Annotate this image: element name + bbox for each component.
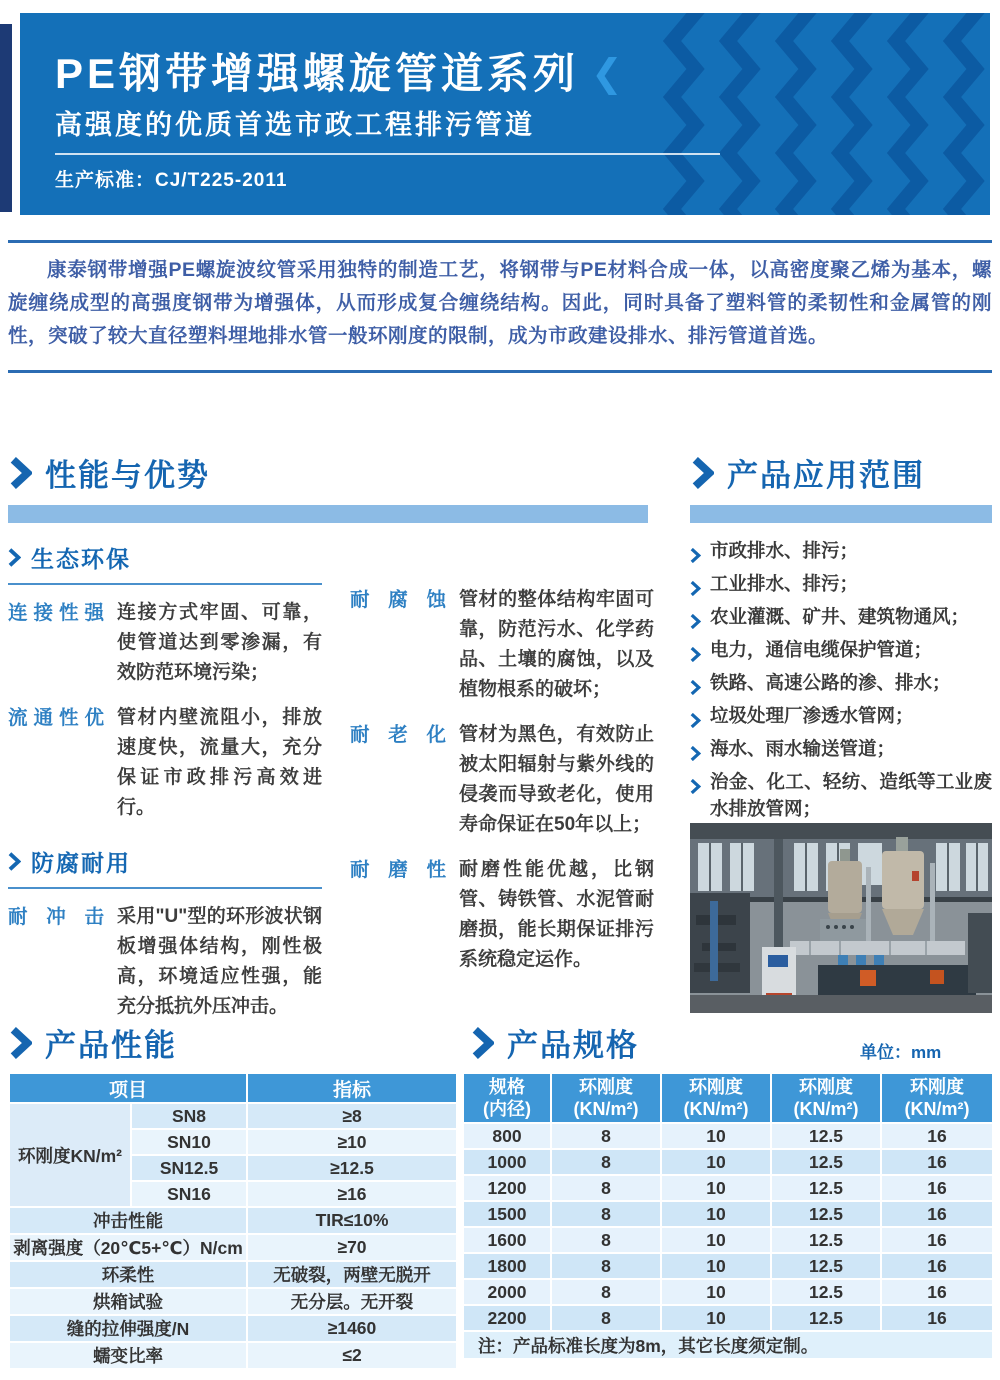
cell: 8: [551, 1201, 661, 1227]
cell: 12.5: [771, 1227, 881, 1253]
header-line: 环刚度: [799, 1077, 853, 1097]
cell: 10: [661, 1253, 771, 1279]
chevron-icon: [690, 746, 701, 761]
section-title: 产品性能: [45, 1028, 177, 1063]
application-text: 铁路、高速公路的渗、排水；: [710, 672, 951, 693]
cell: 10: [661, 1305, 771, 1331]
feature-label: 连接性强: [8, 602, 104, 624]
cell: 12.5: [771, 1149, 881, 1175]
chevron-icon: [10, 1027, 32, 1059]
cell: 800: [463, 1123, 551, 1149]
table-row: [463, 1253, 993, 1279]
cell: 16: [881, 1123, 993, 1149]
chevron-bullet-icon: [690, 543, 701, 570]
chevron-bullet-icon: [690, 642, 701, 669]
row-label: 缝的拉伸强度/N: [9, 1315, 247, 1342]
cell: 10: [661, 1123, 771, 1149]
application-item: [690, 669, 992, 702]
header-line: 环刚度: [579, 1077, 633, 1097]
cell: 12.5: [771, 1201, 881, 1227]
cell: 16: [881, 1149, 993, 1175]
header-line: (KN/m²): [573, 1099, 639, 1119]
header-line: (内径): [483, 1099, 531, 1119]
table-row: [9, 1234, 457, 1261]
cell: SN12.5: [131, 1155, 247, 1181]
application-text: 电力，通信电缆保护管道；: [710, 639, 933, 660]
application-text: 垃圾处理厂渗透水管网；: [710, 705, 914, 726]
spec-table: [462, 1072, 994, 1360]
cell: 1800: [463, 1253, 551, 1279]
cell: SN10: [131, 1129, 247, 1155]
feature-label: 流通性优: [8, 707, 104, 729]
features-column-left: [8, 541, 322, 1037]
unit-label: 单位：mm: [860, 1043, 942, 1062]
title-mark-icon: ❮: [591, 52, 623, 95]
table-row: [463, 1123, 993, 1149]
feature-item: [350, 720, 654, 840]
cell: ≥8: [247, 1103, 457, 1129]
feature-label: 耐老化: [350, 724, 446, 746]
row-label: 烘箱试验: [9, 1288, 247, 1315]
cell: 10: [661, 1279, 771, 1305]
feature-group-title: 防腐耐用: [31, 850, 131, 876]
cell: 12.5: [771, 1305, 881, 1331]
application-text: 市政排水、排污；: [710, 540, 859, 561]
feature-text: 耐磨性能优越，比钢管、铸铁管、水泥管耐磨损，能长期保证排污系统稳定运作。: [459, 859, 654, 970]
column-header: [551, 1073, 661, 1123]
features-column-right: [350, 585, 654, 990]
table-row: [463, 1201, 993, 1227]
cell: 10: [661, 1227, 771, 1253]
row-group-label: 环刚度KN/m²: [9, 1103, 131, 1207]
table-row: [9, 1261, 457, 1288]
intro-paragraph: 康泰钢带增强PE螺旋波纹管采用独特的制造工艺，将钢带与PE材料合成一体，以高密度聚乙烯为基本，螺旋缠绕成型的高强度钢带为增强体，从而形成复合缠绕结构。因此，同时具备了塑料管的柔韧性和金属管的刚性，突破了较大直径塑料埋地排水管一般环刚度的限制，成为市政建设排水、排污管道首选。: [8, 259, 992, 347]
section-title: 产品规格: [507, 1028, 639, 1063]
chevron-icon: [690, 680, 701, 695]
header-line: 环刚度: [689, 1077, 743, 1097]
cell: 12.5: [771, 1279, 881, 1305]
cell: 8: [551, 1253, 661, 1279]
feature-text: 管材为黑色，有效防止被太阳辐射与紫外线的侵袭而导致老化，使用寿命保证在50年以上；: [459, 724, 654, 835]
application-list: [690, 537, 992, 855]
cell: SN8: [131, 1103, 247, 1129]
cell: 无破裂，两壁无脱开: [247, 1261, 457, 1288]
chevron-bullet-icon: [690, 576, 701, 603]
chevron-bullet-icon: [690, 741, 701, 768]
chevron-bullet-icon: [690, 708, 701, 735]
feature-item: [8, 902, 322, 1022]
column-header: [463, 1073, 551, 1123]
cell: 12.5: [771, 1123, 881, 1149]
feature-label: 耐磨性: [350, 859, 446, 881]
banner-divider: [55, 153, 720, 155]
performance-table: [8, 1072, 458, 1370]
cell: 10: [661, 1201, 771, 1227]
chevron-bullet-icon: [690, 675, 701, 702]
table-row: [9, 1207, 457, 1234]
cell: 8: [551, 1305, 661, 1331]
row-label: 冲击性能: [9, 1207, 247, 1234]
header-line: 环刚度: [910, 1077, 964, 1097]
column-header: [661, 1073, 771, 1123]
intro-rule-bottom: [8, 370, 992, 373]
feature-text: 管材内壁流阻小，排放速度快，流量大，充分保证市政排污高效进行。: [117, 707, 322, 818]
cell: 1600: [463, 1227, 551, 1253]
cell: 12.5: [771, 1253, 881, 1279]
cell: 10: [661, 1175, 771, 1201]
cell: 8: [551, 1123, 661, 1149]
table-row: [9, 1315, 457, 1342]
table-header-row: [9, 1073, 457, 1103]
section-header-applications: [692, 450, 925, 495]
section-header-performance-table: [10, 1020, 177, 1065]
chevron-icon: [8, 852, 21, 871]
page-subtitle: 高强度的优质首选市政工程排污管道: [55, 110, 535, 140]
cell: 16: [881, 1279, 993, 1305]
feature-group: [350, 585, 654, 975]
cell: 1500: [463, 1201, 551, 1227]
chevron-icon: [690, 548, 701, 563]
row-label: 蠕变比率: [9, 1342, 247, 1369]
application-text: 海水、雨水输送管道；: [710, 738, 896, 759]
cell: 12.5: [771, 1175, 881, 1201]
chevron-bullet-icon: [690, 609, 701, 636]
cell: 1200: [463, 1175, 551, 1201]
header-line: (KN/m²): [683, 1099, 749, 1119]
cell: 16: [881, 1253, 993, 1279]
chevron-icon: [692, 457, 714, 489]
row-label: 环柔性: [9, 1261, 247, 1288]
feature-group-underline: [8, 887, 322, 889]
feature-item: [8, 703, 322, 823]
table-row: [9, 1342, 457, 1369]
intro-rule-top: [8, 240, 992, 243]
column-header: 指标: [247, 1073, 457, 1103]
cell: ≤2: [247, 1342, 457, 1369]
header-banner: [20, 13, 990, 215]
application-item: [690, 603, 992, 636]
application-item: [690, 636, 992, 669]
section-underbar-right: [690, 505, 992, 523]
column-header: [881, 1073, 993, 1123]
table-row: [463, 1175, 993, 1201]
cell: 8: [551, 1175, 661, 1201]
application-item: [690, 735, 992, 768]
application-item: [690, 537, 992, 570]
cell: ≥10: [247, 1129, 457, 1155]
cell: 16: [881, 1305, 993, 1331]
cell: 8: [551, 1227, 661, 1253]
cell: 8: [551, 1149, 661, 1175]
chevron-icon: [690, 581, 701, 596]
cell: 2000: [463, 1279, 551, 1305]
production-standard: 生产标准：CJ/T225-2011: [55, 170, 288, 191]
application-text: 治金、化工、轻纺、造纸等工业废水排放管网；: [710, 771, 992, 819]
cell: SN16: [131, 1181, 247, 1207]
table-header-row: [463, 1073, 993, 1123]
feature-group-header: [8, 845, 322, 878]
feature-group-title: 生态环保: [31, 546, 131, 572]
feature-label: 耐腐蚀: [350, 589, 446, 611]
page-title: PE钢带增强螺旋管道系列: [55, 50, 580, 97]
feature-text: 连接方式牢固、可靠，使管道达到零渗漏，有效防范环境污染；: [117, 602, 322, 683]
application-item: [690, 702, 992, 735]
header-line: (KN/m²): [793, 1099, 859, 1119]
cell: 8: [551, 1279, 661, 1305]
factory-photo: [690, 823, 992, 1013]
table-row: [9, 1288, 457, 1315]
header-line: (KN/m²): [904, 1099, 970, 1119]
header-line: 规格: [489, 1077, 525, 1097]
chevron-icon: [8, 548, 21, 567]
chevron-icon: [690, 614, 701, 629]
column-header: 项目: [9, 1073, 247, 1103]
chevron-icon: [690, 647, 701, 662]
chevron-icon: [10, 457, 32, 489]
cell: ≥70: [247, 1234, 457, 1261]
feature-group-header: [8, 541, 322, 574]
left-edge-accent-bar: [0, 24, 12, 212]
chevron-pattern-decoration: [660, 13, 990, 215]
cell: 16: [881, 1201, 993, 1227]
application-text: 工业排水、排污；: [710, 573, 859, 594]
section-title: 性能与优势: [45, 458, 210, 493]
cell: 无分层。无开裂: [247, 1288, 457, 1315]
application-item: [690, 570, 992, 603]
cell: 16: [881, 1227, 993, 1253]
chevron-bullet-icon: [690, 774, 701, 822]
feature-group: [8, 845, 322, 1022]
table-row: [463, 1227, 993, 1253]
application-item: [690, 768, 992, 822]
feature-group-underline: [8, 583, 322, 585]
cell: 16: [881, 1175, 993, 1201]
table-row: [463, 1149, 993, 1175]
table-note: 注：产品标准长度为8m，其它长度须定制。: [463, 1331, 993, 1359]
chevron-icon: [690, 779, 701, 794]
banner-title-row: [55, 41, 623, 101]
table-note-row: [463, 1331, 993, 1359]
table-row: [463, 1305, 993, 1331]
feature-item: [8, 598, 322, 688]
row-label: 剥离强度（20℃5+℃）N/cm: [9, 1234, 247, 1261]
cell: ≥12.5: [247, 1155, 457, 1181]
cell: ≥1460: [247, 1315, 457, 1342]
cell: 1000: [463, 1149, 551, 1175]
cell: 2200: [463, 1305, 551, 1331]
section-header-spec-table: [472, 1020, 639, 1065]
table-row: [9, 1103, 457, 1129]
feature-item: [350, 585, 654, 705]
cell: TIR≤10%: [247, 1207, 457, 1234]
cell: 10: [661, 1149, 771, 1175]
feature-text: 采用"U"型的环形波状钢板增强体结构，刚性极高，环境适应性强，能充分抵抗外压冲击。: [117, 906, 322, 1017]
chevron-icon: [690, 713, 701, 728]
feature-group: [8, 541, 322, 823]
feature-text: 管材的整体结构牢固可靠，防范污水、化学药品、土壤的腐蚀，以及植物根系的破坏；: [459, 589, 654, 700]
application-text: 农业灌溉、矿井、建筑物通风；: [710, 606, 970, 627]
column-header: [771, 1073, 881, 1123]
chevron-icon: [472, 1027, 494, 1059]
section-underbar-left: [8, 505, 648, 523]
section-title: 产品应用范围: [727, 458, 925, 493]
section-header-performance: [10, 450, 210, 495]
cell: ≥16: [247, 1181, 457, 1207]
feature-label: 耐冲击: [8, 906, 104, 928]
feature-item: [350, 855, 654, 975]
table-row: [463, 1279, 993, 1305]
